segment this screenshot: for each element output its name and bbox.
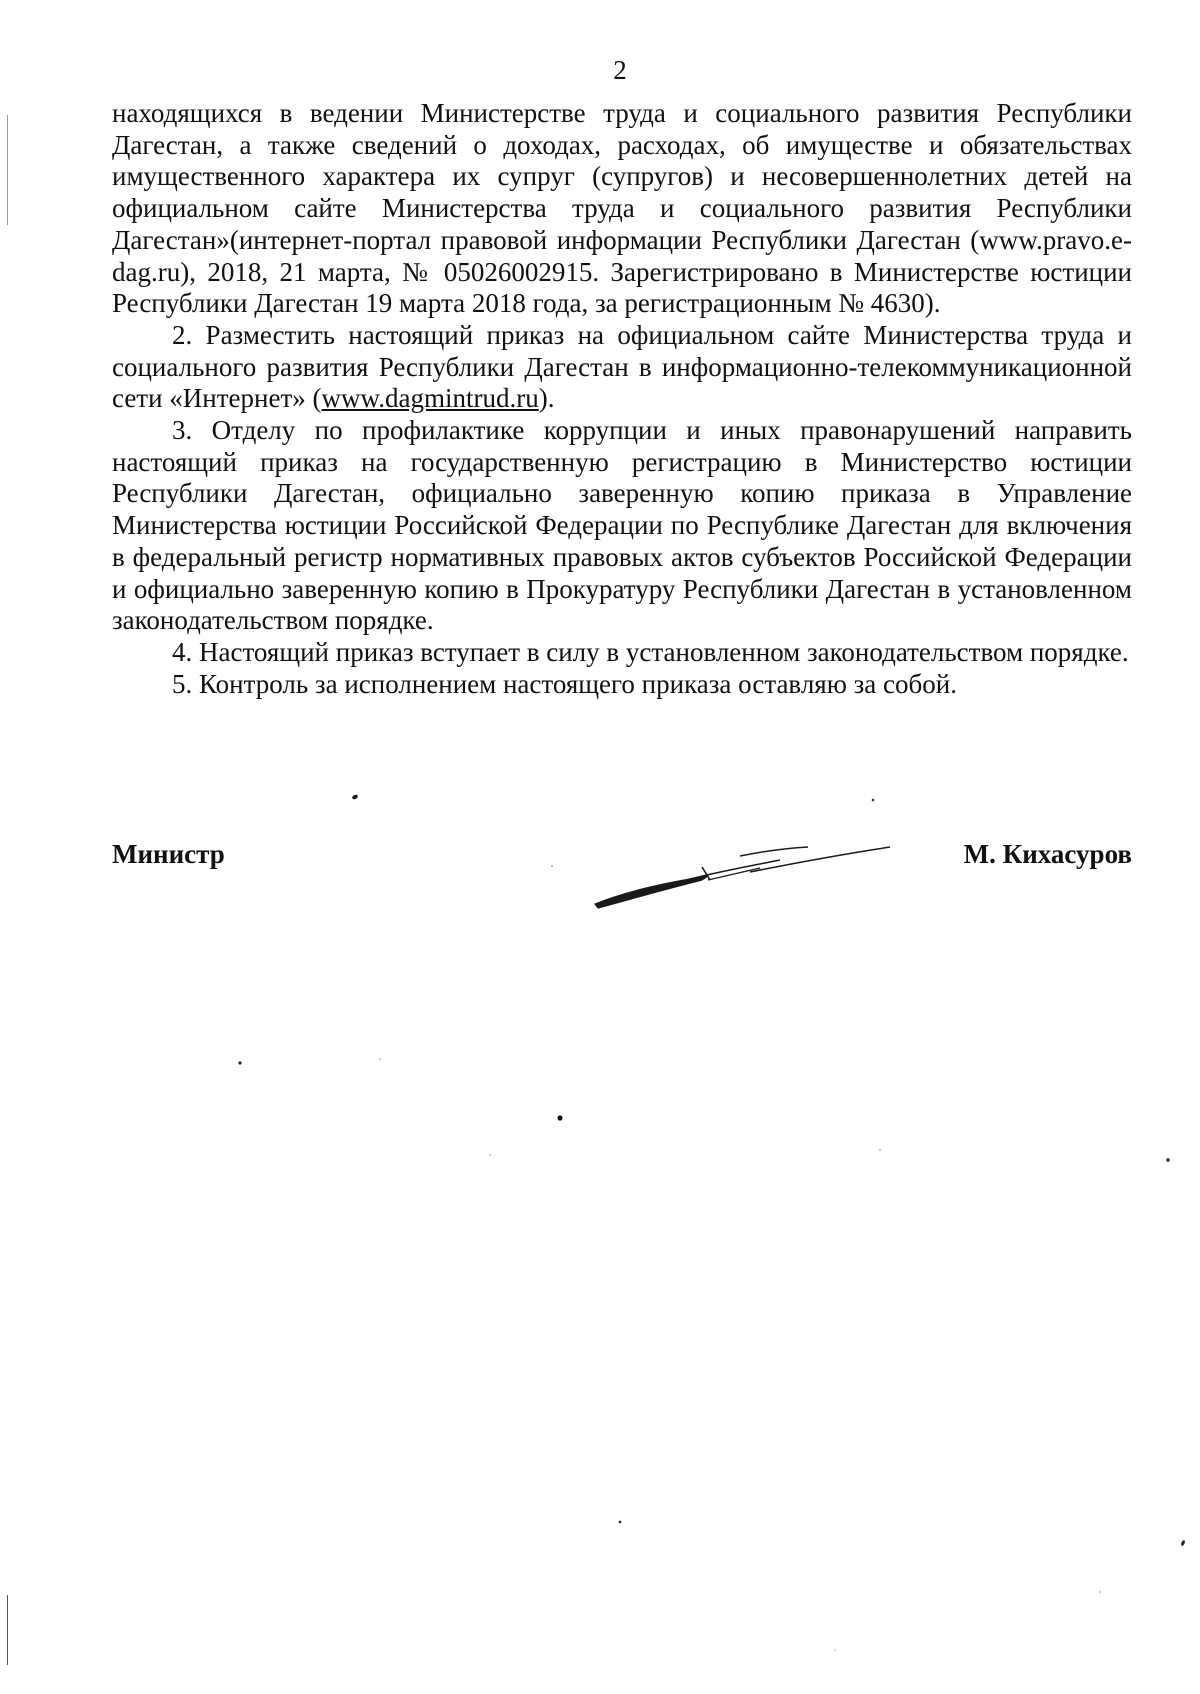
paragraph-item-2-end: ). [538, 383, 555, 414]
scan-edge-line [7, 115, 8, 225]
handwritten-signature [590, 820, 920, 930]
paragraph-item-2 [112, 320, 1132, 415]
paragraph-continuation: находящихся в ведении Министерстве труда и социального развития Республики Дагестан, а также сведений о доходах, расходах, об имуществе и обязательствах имущественного характера их супруг (супругов) и несовершеннолетних детей на официальном сайте Министерства труда и социального развития Республики Дагестан»(интернет-портал правовой информации Республики Дагестан (www.pravo.e-dag.ru), 2018, 21 марта, № 05026002915. Зарегистрировано в Министерстве юстиции Республики Дагестан 19 марта 2018 года, за регистрационным № 4630). [112, 98, 1132, 319]
paragraph-item-5: 5. Контроль за исполнением настоящего приказа оставляю за собой. [172, 668, 957, 699]
ministry-website-link[interactable]: www.dagmintrud.ru [321, 383, 539, 414]
paragraph-item-4: 4. Настоящий приказ вступает в силу в установленном законодательством порядке. [172, 636, 1129, 667]
paragraph-item-2-text: 2. Разместить настоящий приказ на официальном сайте Министерства труда и социального развития Республики Дагестан в информационно-телекоммуникационной сети «Интернет» ( [112, 319, 1132, 414]
document-body [112, 98, 1132, 700]
paragraph-item-3: 3. Отделу по профилактике коррупции и иных правонарушений направить настоящий приказ на государственную регистрацию в Министерство юстиции Республики Дагестан, официально заверенную копию приказа в Управление Министерства юстиции Российской Федерации по Республике Дагестан для включения в федеральный регистр нормативных правовых актов субъектов Российской Федерации и официально заверенную копию в Прокуратуру Республики Дагестан в установленном законодательством порядке. [112, 415, 1132, 636]
signatory-position: Министр [112, 839, 225, 869]
signatory-name: М. Кихасуров [963, 839, 1132, 869]
scan-edge-line-bottom [7, 1595, 8, 1665]
page-number: 2 [613, 55, 627, 85]
